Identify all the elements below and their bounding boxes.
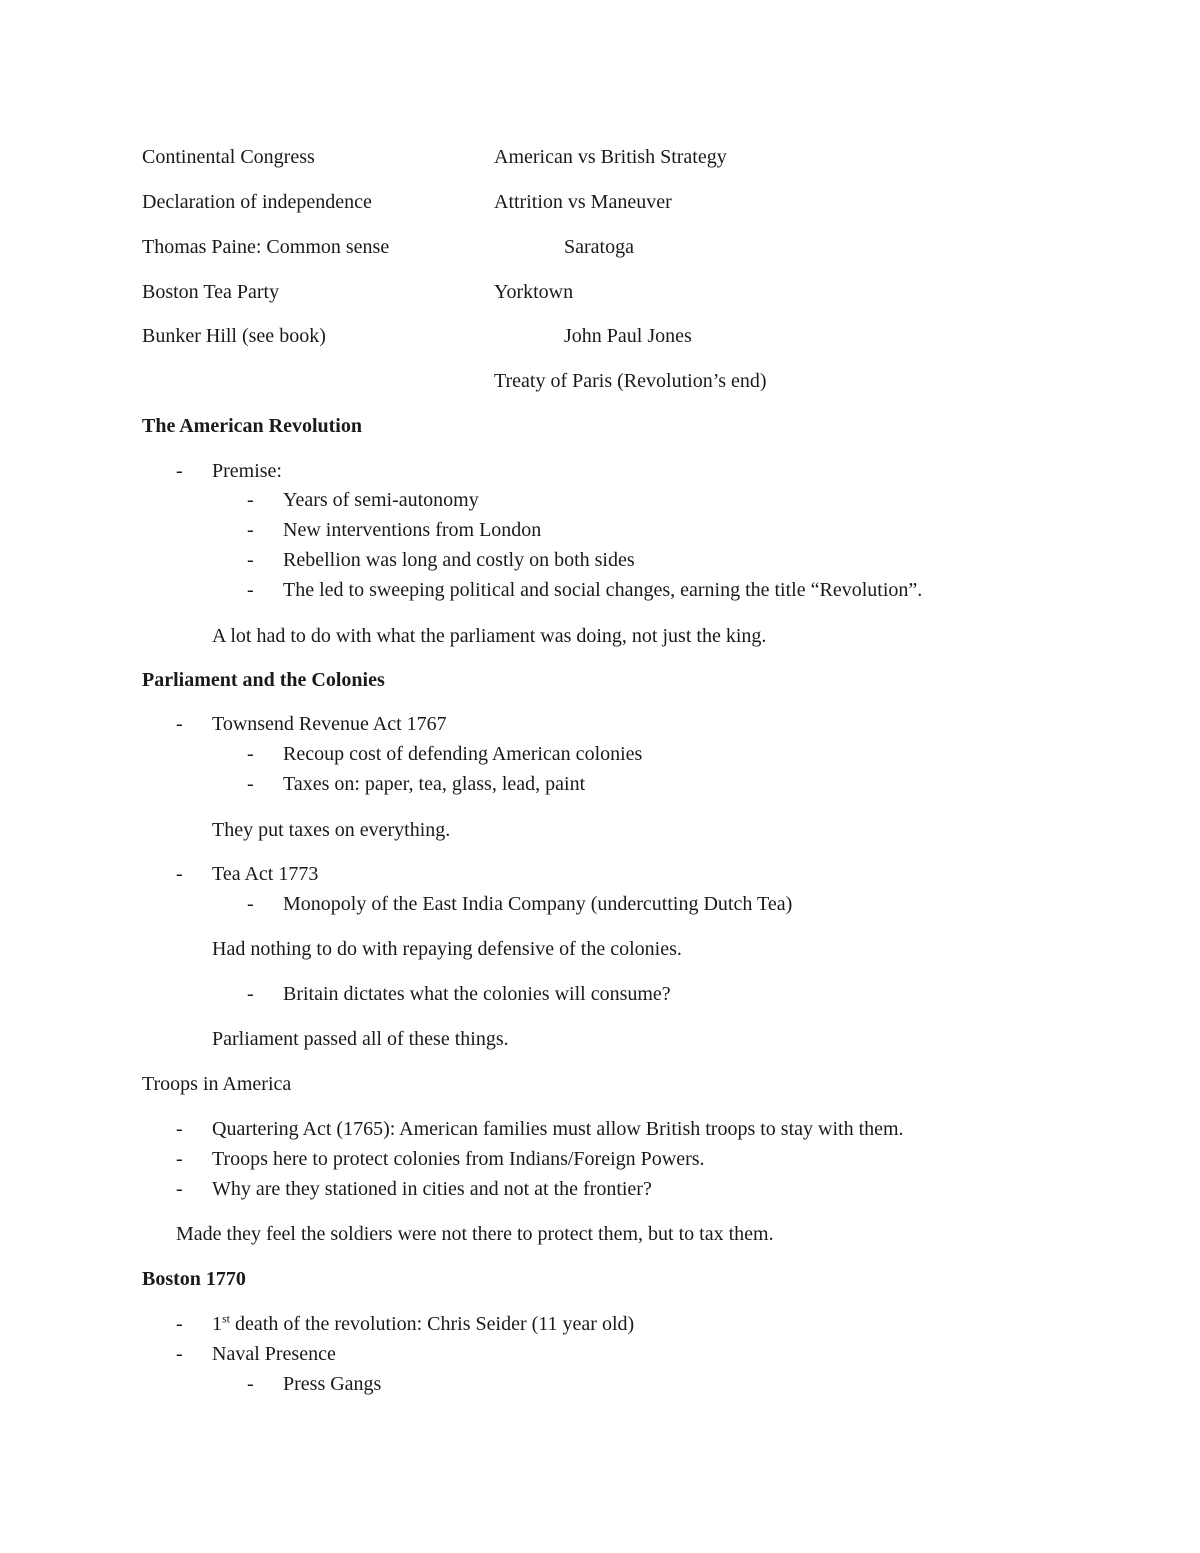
term-boston-tea-party: Boston Tea Party (142, 281, 280, 303)
premise-item: Rebellion was long and costly on both sides (283, 549, 635, 571)
bullet: - (176, 460, 183, 482)
premise-item: New interventions from London (283, 519, 542, 541)
term-saratoga: Saratoga (564, 236, 634, 258)
bullet: - (247, 549, 254, 571)
troops-item: Why are they stationed in cities and not at the frontier? (212, 1178, 652, 1200)
troops-item: Quartering Act (1765): American families must allow British troops to stay with them. (212, 1118, 904, 1140)
bullet: - (176, 1178, 183, 1200)
heading-troops-america: Troops in America (142, 1073, 292, 1095)
bullet: - (176, 1118, 183, 1140)
first-death-text: death of the revolution: Chris Seider (11 year old) (230, 1313, 635, 1335)
premise-item: Years of semi-autonomy (283, 489, 479, 511)
bullet: - (247, 579, 254, 601)
first-death-number: 1 (212, 1313, 222, 1335)
revolution-note: A lot had to do with what the parliament was doing, not just the king. (212, 625, 767, 647)
heading-parliament-colonies: Parliament and the Colonies (142, 669, 385, 691)
tea-item: Monopoly of the East India Company (undercutting Dutch Tea) (283, 893, 793, 915)
parliament-passed-note: Parliament passed all of these things. (212, 1028, 509, 1050)
bullet: - (176, 1148, 183, 1170)
term-bunker-hill: Bunker Hill (see book) (142, 325, 326, 347)
townsend-act: Townsend Revenue Act 1767 (212, 713, 447, 735)
britain-item: Britain dictates what the colonies will consume? (283, 983, 671, 1005)
naval-item: Press Gangs (283, 1373, 382, 1395)
tea-act: Tea Act 1773 (212, 863, 319, 885)
first-death-ordinal: st (222, 1311, 231, 1326)
heading-american-revolution: The American Revolution (142, 415, 362, 437)
townsend-note: They put taxes on everything. (212, 819, 451, 841)
bullet: - (176, 1313, 183, 1335)
term-john-paul-jones: John Paul Jones (564, 325, 692, 347)
bullet: - (247, 519, 254, 541)
term-thomas-paine: Thomas Paine: Common sense (142, 236, 390, 258)
bullet: - (176, 1343, 183, 1365)
troops-note: Made they feel the soldiers were not there to protect them, but to tax them. (176, 1223, 774, 1245)
term-declaration: Declaration of independence (142, 191, 372, 213)
term-continental-congress: Continental Congress (142, 146, 315, 168)
bullet: - (176, 713, 183, 735)
bullet: - (247, 983, 254, 1005)
bullet: - (247, 893, 254, 915)
bullet: - (247, 489, 254, 511)
heading-boston-1770: Boston 1770 (142, 1268, 246, 1290)
term-strategy: American vs British Strategy (494, 146, 727, 168)
premise-item: The led to sweeping political and social changes, earning the title “Revolution”. (283, 579, 923, 601)
naval-presence: Naval Presence (212, 1343, 336, 1365)
term-treaty-of-paris: Treaty of Paris (Revolution’s end) (494, 370, 767, 392)
bullet: - (247, 743, 254, 765)
first-death-item (212, 1312, 634, 1336)
bullet: - (247, 1373, 254, 1395)
bullet: - (176, 863, 183, 885)
tea-note: Had nothing to do with repaying defensive of the colonies. (212, 938, 682, 960)
townsend-item: Recoup cost of defending American colonies (283, 743, 643, 765)
townsend-item: Taxes on: paper, tea, glass, lead, paint (283, 773, 586, 795)
premise-label: Premise: (212, 460, 282, 482)
bullet: - (247, 773, 254, 795)
term-attrition: Attrition vs Maneuver (494, 191, 672, 213)
troops-item: Troops here to protect colonies from Indians/Foreign Powers. (212, 1148, 705, 1170)
term-yorktown: Yorktown (494, 281, 574, 303)
